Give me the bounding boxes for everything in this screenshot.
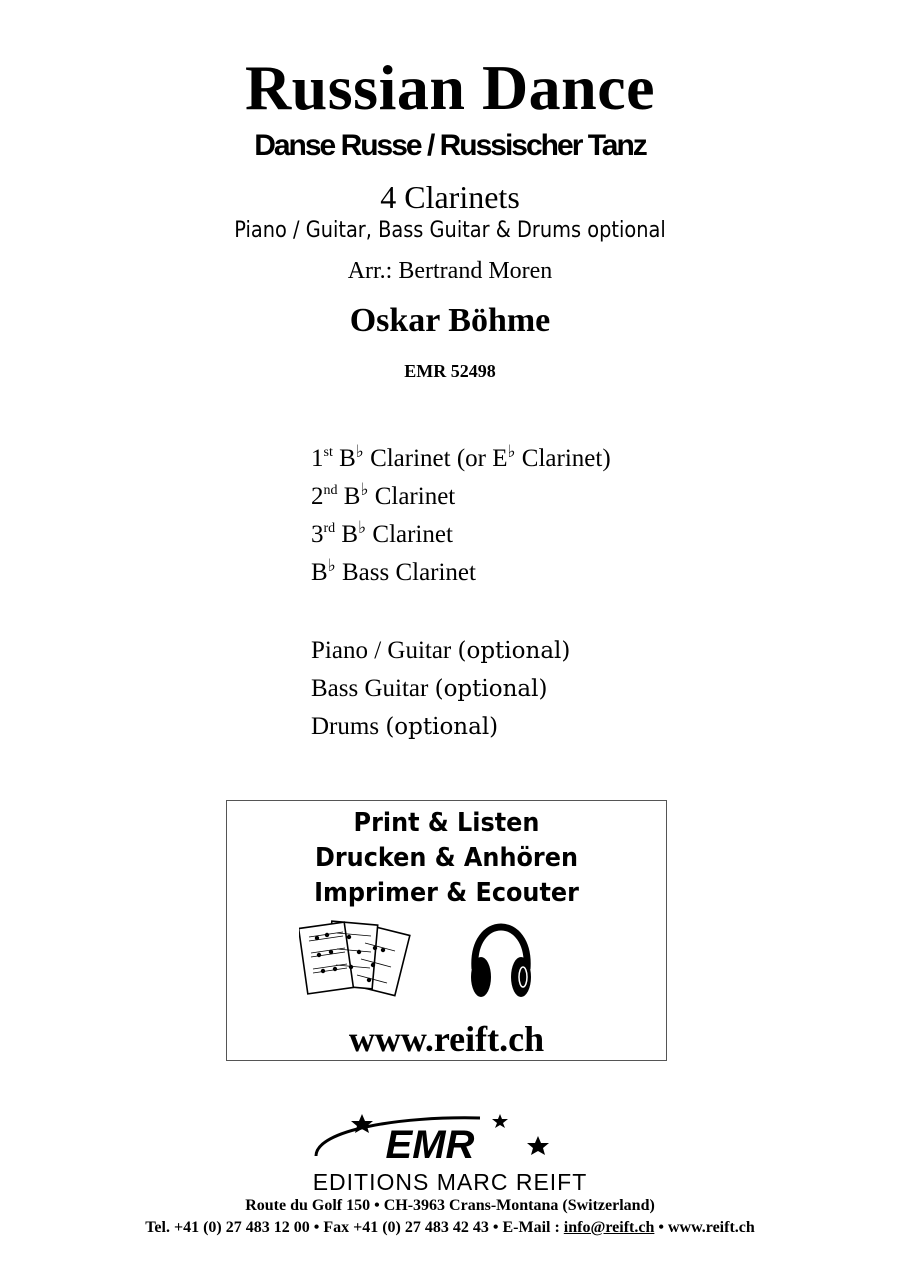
flat-sign: ♭ [355, 442, 364, 462]
promo-line-fr: Imprimer & Ecouter [314, 878, 579, 908]
publisher-name: EDITIONS MARC REIFT [312, 1169, 588, 1195]
subtitle: Danse Russe / Russischer Tanz [254, 129, 646, 162]
promo-line-de: Drucken & Anhören [315, 843, 578, 873]
sheet-music-icon [299, 919, 411, 1001]
part-clarinet-1: 1st B♭ Clarinet (or E♭ Clarinet) [311, 442, 611, 472]
print-listen-box [226, 800, 667, 1061]
flat-sign: ♭ [327, 556, 336, 576]
publisher-address: Route du Golf 150 • CH-3963 Crans-Montana (Switzerland) [245, 1197, 655, 1214]
emr-logo [250, 1108, 650, 1196]
headphones-icon [467, 923, 535, 1001]
part-drums: Drums (optional) [311, 713, 499, 740]
website-link[interactable]: www.reift.ch [348, 1019, 545, 1059]
instrumentation: Piano / Guitar, Bass Guitar & Drums optional [234, 218, 666, 243]
ensemble: 4 Clarinets [380, 179, 520, 215]
publisher-contact: Tel. +41 (0) 27 483 12 00 • Fax +41 (0) 27 483 42 43 • E-Mail : info@reift.ch • www.reift.ch [145, 1219, 755, 1236]
flat-sign: ♭ [507, 442, 516, 462]
email-link[interactable]: info@reift.ch [563, 1219, 655, 1236]
parts-list [311, 440, 611, 746]
spacer [311, 592, 611, 632]
part-bass-clarinet: B♭ Bass Clarinet [311, 556, 476, 586]
flat-sign: ♭ [358, 518, 367, 538]
title: Russian Dance [244, 52, 656, 123]
logo-mark: EMR [385, 1123, 475, 1167]
composer: Oskar Böhme [349, 302, 551, 339]
part-bass-guitar: Bass Guitar (optional) [311, 675, 548, 702]
promo-line-en: Print & Listen [353, 808, 540, 838]
part-clarinet-3: 3rd B♭ Clarinet [311, 518, 453, 548]
flat-sign: ♭ [360, 480, 369, 500]
part-piano-guitar: Piano / Guitar (optional) [311, 637, 571, 664]
arranger: Arr.: Bertrand Moren [347, 258, 553, 284]
part-clarinet-2: 2nd B♭ Clarinet [311, 480, 456, 510]
catalog-number: EMR 52498 [404, 361, 496, 381]
